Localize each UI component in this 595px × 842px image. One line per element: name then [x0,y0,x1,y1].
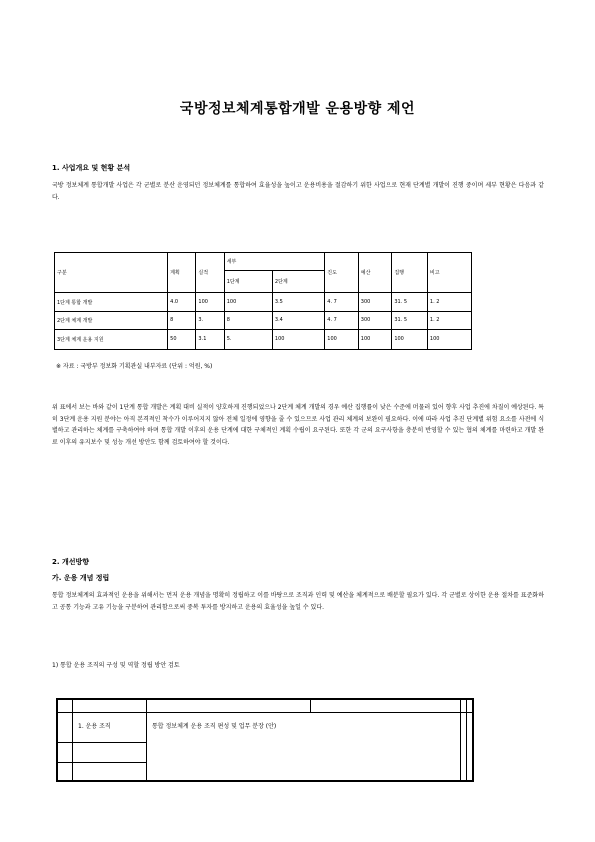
list-item: 1) 통합 운용 조직의 구성 및 역할 정립 방안 검토 [52,662,180,669]
table-cell: 2단계 체계 개발 [55,311,168,329]
document-title: 국방정보체계통합개발 운용방향 제언 [179,101,416,117]
section-paragraph: 국방 정보체계 통합개발 사업은 각 군별로 분산 운영되던 정보체계를 통합하여 효율성을 높이고 운용비용을 절감하기 위한 사업으로 현재 단계별 개발이 진행 중이며 세부 현황은 다음과 같다. [52,182,544,201]
table-header-cell: 2단계 [272,271,324,293]
table-cell: 1. 2 [427,311,471,329]
table-cell: 8 [168,311,196,329]
section-heading: 2. 개선방향 [52,558,90,566]
table-cell: 4. 7 [325,311,359,329]
table-cell: 300 [358,293,392,311]
table-cell: 5. [224,329,272,349]
table-row [55,329,472,349]
body-paragraph: 위 표에서 보는 바와 같이 1단계 통합 개발은 계획 대비 실적이 양호하게 진행되었으나 2단계 체계 개발의 경우 예산 집행률이 낮은 수준에 머물러 있어 향후 사업 추진에 차질이 예상된다. 특히 3단계 운용 지원 분야는 아직 본격적인 착수가 이루어지지 않아 전체 일정에 영향을 줄 수 있으므로 사업 관리 체계의 보완이 필요하다. 이에 따라 사업 추진 단계별 위험 요소를 사전에 식별하고 관리하는 체계를 구축하여야 하며 통합 개발 이후의 운용 단계에 대한 구체적인 계획 수립이 요구된다. 또한 각 군의 요구사항을 충분히 반영할 수 있는 협의 체계를 마련하고 개발 완료 이후의 유지보수 및 성능 개선 방안도 함께 검토하여야 할 것이다. [52,404,544,446]
table-header-cell: 구분 [55,253,168,293]
table-cell: 100 [325,329,359,349]
table-cell: 100 [272,329,324,349]
table-cell: 3. [196,311,224,329]
table-cell: 100 [224,293,272,311]
table-cell: 100 [392,329,428,349]
table-cell: 31. 5 [392,311,428,329]
table-cell: 1. 2 [427,293,471,311]
form-content: 통합 정보체계 운용 조직 편성 및 업무 분장 (안) [152,723,277,730]
table-cell: 8 [224,311,272,329]
form-label: 1. 운용 조직 [78,723,111,730]
table-cell: 100 [427,329,471,349]
table-cell: 300 [358,311,392,329]
table-header-cell: 계획 [168,253,196,293]
table-row [55,311,472,329]
table-cell: 4.0 [168,293,196,311]
form-divider [58,762,146,763]
table-cell: 3단계 체계 운용 지원 [55,329,168,349]
table-header-cell: 예산 [358,253,392,293]
table-caption: ※ 자료 : 국방부 정보화 기획관실 내부자료 (단위 : 억원, %) [56,363,213,370]
table-header-cell: 집행 [392,253,428,293]
table-header-row [55,253,472,271]
section-heading: 1. 사업개요 및 현황 분석 [52,164,131,172]
table-cell: 3.1 [196,329,224,349]
table-cell: 4. 7 [325,293,359,311]
form-table [56,698,474,782]
table-header-cell: 실적 [196,253,224,293]
table-cell: 100 [196,293,224,311]
table-cell: 1단계 통합 개발 [55,293,168,311]
data-table [54,252,472,350]
subsection-heading: 가. 운용 개념 정립 [52,574,110,582]
table-header-cell: 진도 [325,253,359,293]
table-header-cell: 세부 [224,253,325,271]
table-header-cell: 비고 [427,253,471,293]
section-paragraph: 통합 정보체계의 효과적인 운용을 위해서는 먼저 운용 개념을 명확히 정립하고 이를 바탕으로 조직과 인력 및 예산을 체계적으로 배분할 필요가 있다. 각 군별로 상이한 운용 절차를 표준화하고 공통 기능과 고유 기능을 구분하여 관리함으로써 중복 투자를 방지하고 운용의 효율성을 높일 수 있다. [52,592,544,611]
table-header-cell: 1단계 [224,271,272,293]
form-divider [58,712,472,713]
table-cell: 100 [358,329,392,349]
table-cell: 31. 5 [392,293,428,311]
table-cell: 50 [168,329,196,349]
table-cell: 3.5 [272,293,324,311]
table-cell: 3.4 [272,311,324,329]
form-divider [310,700,311,712]
form-divider [58,742,146,743]
table-row [55,293,472,311]
